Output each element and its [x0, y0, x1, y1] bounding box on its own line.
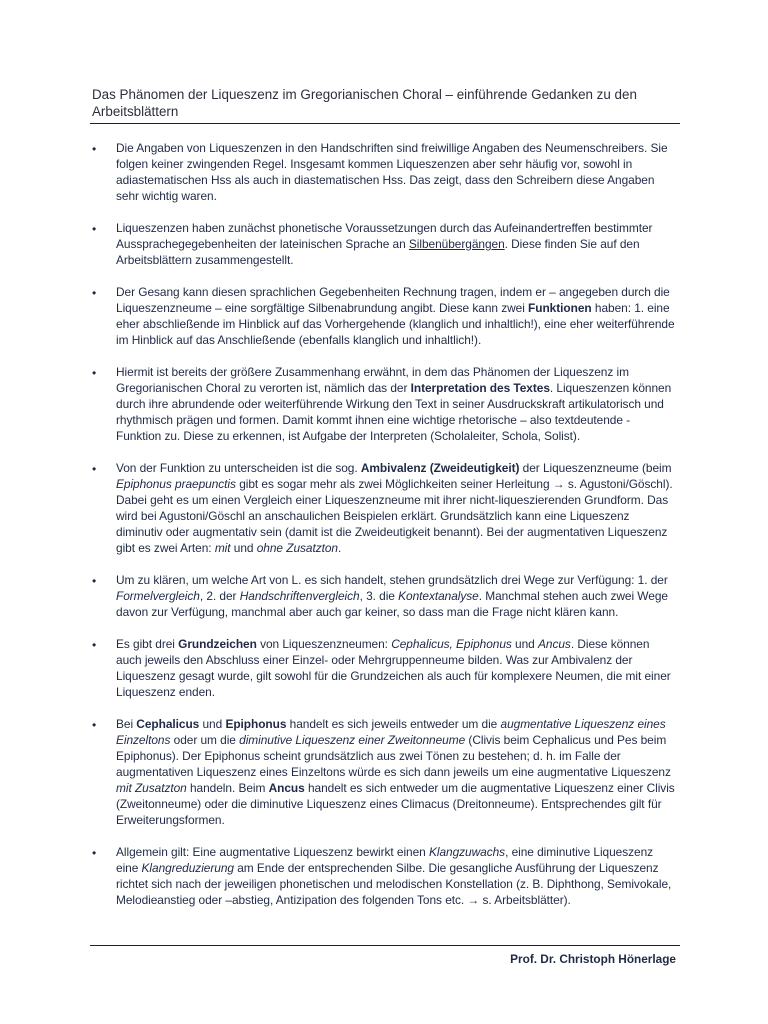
- text-run: Bei: [116, 717, 137, 731]
- text-run: handelt es sich jeweils entweder um die: [286, 717, 501, 731]
- underlined-text: Silbenübergängen: [408, 237, 505, 251]
- paragraph-text: [116, 460, 678, 556]
- text-run: der Liqueszenzneume (beim: [519, 461, 672, 475]
- text-run: Liqueszenzen haben zunächst phonetische Voraussetzungen durch das Aufeinandertreffen bestimmter Aussprachegegebenheiten der lateinischen Sprache an: [116, 221, 653, 251]
- italic-text: Kontextanalyse: [398, 589, 479, 603]
- paragraph-text: [116, 364, 678, 444]
- text-run: oder um die: [170, 733, 240, 747]
- text-run: (Clivis beim Cephalicus und Pes beim Epiphonus). Der Epiphonus scheint grundsätzlich aus zwei Tönen zu bestehen; d. h. im Falle der augmentativen Liqueszenz eines Einzeltons würde es sich dann jeweils um eine augmentative Liqueszenz: [116, 733, 671, 779]
- text-run: Die Angaben von Liqueszenzen in den Handschriften sind freiwillige Angaben des Neumenschreibers. Sie folgen keiner zwingenden Regel. Insgesamt kommen Liqueszenzen aber sehr häufig vor, sowohl in adiastematischen Hss als auch in diastematischen Hss. Das zeigt, dass den Schreibern diese Angaben sehr wichtig waren.: [116, 141, 668, 203]
- bullet-icon: •: [92, 462, 97, 476]
- italic-text: Epiphonus praepunctis: [116, 477, 236, 491]
- text-run: . Manchmal stehen auch zwei Wege davon zur Verfügung, manchmal aber auch gar keiner, so dass man die Frage nicht klären kann.: [116, 589, 668, 619]
- list-item: [92, 460, 678, 556]
- paragraph-text: [116, 140, 678, 204]
- text-run: . Liqueszenzen können durch ihre abrundende oder weiterführende Wirkung den Text in seiner Ausdruckskraft artikulatorisch und rhythmisch prägen und formen. Damit kommt ihnen eine wichtige rhetorische – also textdeutende - Funktion zu. Diese zu erkennen, ist Aufgabe der Interpreten (Scholaleiter, Schola, Solist).: [116, 381, 672, 443]
- text-run: und: [230, 541, 257, 555]
- bullet-icon: •: [92, 574, 97, 588]
- text-run: handeln. Beim: [186, 781, 269, 795]
- bullet-icon: •: [92, 222, 97, 236]
- list-item: [92, 140, 678, 204]
- text-run: und: [199, 717, 226, 731]
- text-run: . Diese finden Sie auf den Arbeitsblättern zusammengestellt.: [116, 237, 640, 267]
- list-item: [92, 364, 678, 444]
- italic-text: Klangzuwachs: [429, 845, 506, 859]
- italic-text: Klangreduzierung: [141, 861, 234, 875]
- italic-text: mit Zusatzton: [116, 781, 187, 795]
- paragraph-text: [116, 572, 678, 620]
- bullet-icon: •: [92, 286, 97, 300]
- paragraph-text: [116, 844, 678, 908]
- text-run: Von der Funktion zu unterscheiden ist die sog.: [116, 461, 361, 475]
- bold-text: Interpretation des Textes: [410, 381, 550, 395]
- text-run: Allgemein gilt: Eine augmentative Liqueszenz bewirkt einen: [116, 845, 429, 859]
- bold-text: Funktionen: [528, 301, 592, 315]
- text-run: Der Gesang kann diesen sprachlichen Gegebenheiten Rechnung tragen, indem er – angegeben durch die Liqueszenzneume – eine sorgfältige Silbenabrundung angibt. Diese kann zwei: [116, 285, 670, 315]
- italic-text: augmentative Liqueszenz eines Einzeltons: [116, 717, 666, 747]
- text-run: und: [511, 637, 538, 651]
- paragraph-text: [116, 716, 678, 828]
- text-run: handelt es sich entweder um die augmentative Liqueszenz einer Clivis (Zweitonneume) oder die diminutive Liqueszenz eines Climacus (Dreitonneume). Entsprechendes gilt für Erweiterungsformen.: [116, 781, 675, 827]
- bullet-icon: •: [92, 366, 97, 380]
- bullet-icon: •: [92, 638, 97, 652]
- italic-text: ohne Zusatzton: [256, 541, 338, 555]
- list-item: [92, 844, 678, 908]
- bullet-icon: •: [92, 846, 97, 860]
- bold-text: Epiphonus: [225, 717, 287, 731]
- bold-text: Ambivalenz (Zweideutigkeit): [360, 461, 520, 475]
- paragraph-text: [116, 284, 678, 348]
- text-run: gibt es sogar mehr als zwei Möglichkeiten seiner Herleitung → s. Agustoni/Göschl). Dabei geht es um einen Vergleich einer Liqueszenzneume mit ihrer nicht-liqueszierenden Grundform. Das wird bei Agustoni/Göschl an anschaulichen Beispielen erklärt. Grundsätzlich kann eine Liqueszenz diminutiv oder augmentativ sein (damit ist die Zweideutigkeit benannt). Bei der augmentativen Liqueszenz gibt es zwei Arten:: [116, 477, 673, 555]
- bullet-list: [92, 140, 678, 924]
- paragraph-text: [116, 220, 678, 268]
- text-run: Hiermit ist bereits der größere Zusammenhang erwähnt, in dem das Phänomen der Liqueszenz im Gregorianischen Choral zu verorten ist, nämlich das der: [116, 365, 629, 395]
- italic-text: mit: [214, 541, 231, 555]
- footer-divider: [90, 945, 680, 946]
- text-run: .: [338, 541, 342, 555]
- text-run: haben: 1. eine eher abschließende im Hinblick auf das Vorhergehende (klanglich und inhaltlich!), eine eher weiterführende im Hinblick auf das Anschließende (ebenfalls klanglich und inhaltlich!).: [116, 301, 675, 347]
- bullet-icon: •: [92, 142, 97, 156]
- bold-text: Ancus: [268, 781, 305, 795]
- bullet-icon: •: [92, 718, 97, 732]
- text-run: am Ende der entsprechenden Silbe. Die gesangliche Ausführung der Liqueszenz richtet sich nach der jeweiligen phonetischen und melodischen Konstellation (z. B. Diphthong, Semivokale, Melodieanstieg oder –abstieg, Antizipation des folgenden Tons etc. → s. Arbeitsblätter).: [116, 861, 672, 907]
- italic-text: diminutive Liqueszenz einer Zweitonneume: [239, 733, 466, 747]
- italic-text: Formelvergleich: [116, 589, 200, 603]
- bold-text: Grundzeichen: [178, 637, 257, 651]
- text-run: , eine diminutive Liqueszenz eine: [116, 845, 654, 875]
- paragraph-text: [116, 636, 678, 700]
- text-run: Es gibt drei: [116, 637, 179, 651]
- list-item: [92, 636, 678, 700]
- text-run: von Liqueszenzneumen:: [256, 637, 392, 651]
- text-run: . Diese können auch jeweils den Abschluss einer Einzel- oder Mehrgruppenneume bilden. Was zur Ambivalenz der Liqueszenz gesagt wurde, gilt sowohl für die Grundzeichen als auch für komplexere Neumen, die mit einer Liqueszenz enden.: [116, 637, 671, 699]
- text-run: Um zu klären, um welche Art von L. es sich handelt, stehen grundsätzlich drei Wege zur Verfügung: 1. der: [116, 573, 668, 587]
- list-item: [92, 572, 678, 620]
- italic-text: Cephalicus, Epiphonus: [391, 637, 512, 651]
- italic-text: Handschriftenvergleich: [239, 589, 360, 603]
- italic-text: Ancus: [538, 637, 571, 651]
- text-run: , 2. der: [199, 589, 240, 603]
- list-item: [92, 284, 678, 348]
- bold-text: Cephalicus: [136, 717, 200, 731]
- author-footer: Prof. Dr. Christoph Hönerlage: [510, 952, 676, 966]
- text-run: , 3. die: [359, 589, 399, 603]
- list-item: [92, 716, 678, 828]
- list-item: [92, 220, 678, 268]
- header-divider: [90, 123, 680, 124]
- page-title: Das Phänomen der Liqueszenz im Gregorianischen Choral – einführende Gedanken zu den Arbeitsblättern: [92, 87, 637, 119]
